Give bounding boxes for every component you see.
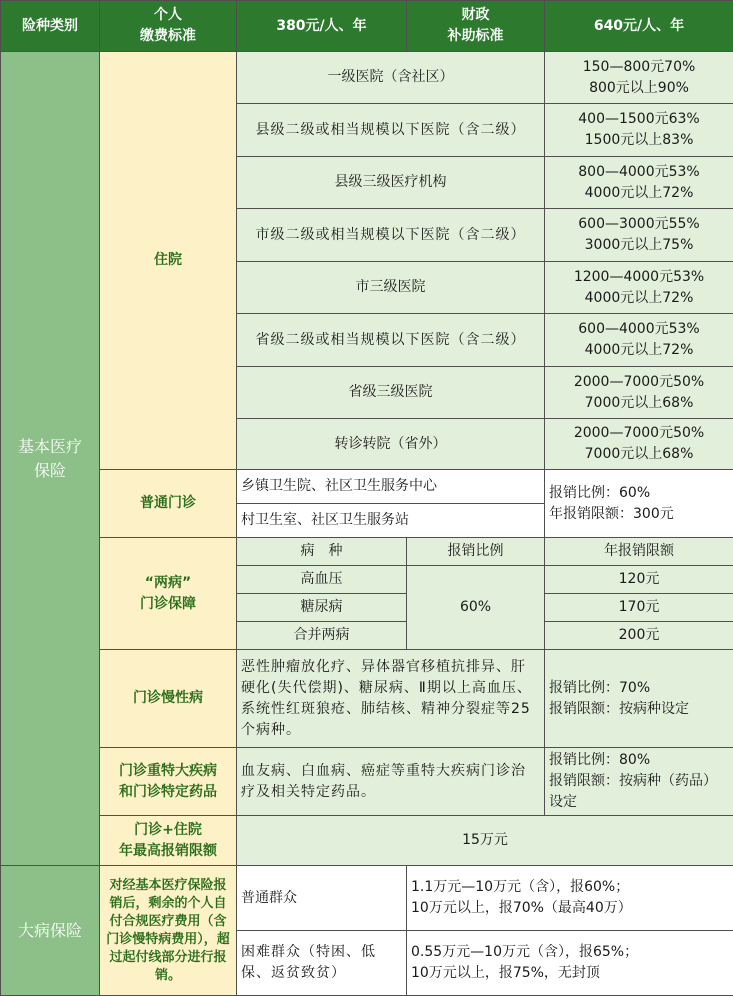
col-limit: 年报销限额 <box>545 538 733 566</box>
disease-name: 糖尿病 <box>237 594 407 622</box>
table-header-row <box>1 1 733 52</box>
table-row <box>1 650 733 748</box>
max-limit-value: 15万元 <box>237 816 733 866</box>
major-disease-rate: 报销比例：80% 报销限额：按病种（药品）设定 <box>545 748 733 816</box>
header-personal-fee-value: 380元/人、年 <box>237 1 407 52</box>
chronic-rate: 报销比例：70% 报销限额：按病种设定 <box>545 650 733 748</box>
outpatient-rate: 报销比例：60% 年报销限额：300元 <box>545 470 733 538</box>
header-category: 险种类别 <box>1 1 100 52</box>
max-limit-label: 门诊+住院 年最高报销限额 <box>100 816 237 866</box>
reimbursement-rate: 600—3000元55% 3000元以上75% <box>545 209 733 262</box>
hospital-level: 县级二级或相当规模以下医院（含二级） <box>237 104 545 157</box>
table-row <box>1 816 733 866</box>
table-row <box>1 538 733 566</box>
disease-limit: 120元 <box>545 566 733 594</box>
col-disease: 病 种 <box>237 538 407 566</box>
basic-insurance-label: 基本医疗 保险 <box>1 52 100 866</box>
chronic-label: 门诊慢性病 <box>100 650 237 748</box>
reimbursement-rate: 1200—4000元53% 4000元以上72% <box>545 262 733 314</box>
hospital-level: 市级二级或相当规模以下医院（含二级） <box>237 209 545 262</box>
hospital-level: 一级医院（含社区） <box>237 52 545 104</box>
general-public-rate: 1.1万元—10万元（含），报60%； 10万元以上，报70%（最高40万） <box>407 866 733 931</box>
header-subsidy: 财政 补助标准 <box>407 1 545 52</box>
disease-name: 高血压 <box>237 566 407 594</box>
general-public-label: 普通群众 <box>237 866 407 931</box>
two-diseases-label: “两病” 门诊保障 <box>100 538 237 650</box>
major-disease-description: 血友病、白血病、癌症等重特大疾病门诊治疗及相关特定药品。 <box>237 748 545 816</box>
reimbursement-rate: 400—1500元63% 1500元以上83% <box>545 104 733 157</box>
header-personal-fee: 个人 缴费标准 <box>100 1 237 52</box>
header-subsidy-value: 640元/人、年 <box>545 1 733 52</box>
hospital-level: 县级三级医疗机构 <box>237 157 545 209</box>
reimbursement-rate: 150—800元70% 800元以上90% <box>545 52 733 104</box>
critical-note: 对经基本医疗保险报销后，剩余的个人自付合规医疗费用（含门诊慢特病费用），超过起付线部分进行报销。 <box>100 866 237 996</box>
table-row <box>1 52 733 104</box>
major-disease-label: 门诊重特大疾病 和门诊特定药品 <box>100 748 237 816</box>
critical-insurance-label: 大病保险 <box>1 866 100 996</box>
col-rate: 报销比例 <box>407 538 545 566</box>
reimbursement-rate: 600—4000元53% 4000元以上72% <box>545 314 733 367</box>
inpatient-label: 住院 <box>100 52 237 470</box>
hospital-level: 省级二级或相当规模以下医院（含二级） <box>237 314 545 367</box>
poor-people-label: 困难群众（特困、低保、返贫致贫） <box>237 931 407 996</box>
outpatient-label: 普通门诊 <box>100 470 237 538</box>
reimbursement-rate: 2000—7000元50% 7000元以上68% <box>545 419 733 470</box>
two-diseases-rate: 60% <box>407 566 545 650</box>
reimbursement-rate: 800—4000元53% 4000元以上72% <box>545 157 733 209</box>
hospital-level: 市三级医院 <box>237 262 545 314</box>
disease-limit: 200元 <box>545 622 733 650</box>
disease-limit: 170元 <box>545 594 733 622</box>
disease-name: 合并两病 <box>237 622 407 650</box>
table-row <box>1 748 733 816</box>
poor-people-rate: 0.55万元—10万元（含），报65%； 10万元以上，报75%，无封顶 <box>407 931 733 996</box>
outpatient-place: 乡镇卫生院、社区卫生服务中心 <box>237 470 545 504</box>
hospital-level: 转诊转院（省外） <box>237 419 545 470</box>
chronic-description: 恶性肿瘤放化疗、异体器官移植抗排异、肝硬化(失代偿期)、糖尿病、Ⅱ期以上高血压、系统性红斑狼疮、肺结核、精神分裂症等25个病种。 <box>237 650 545 748</box>
table-row <box>1 470 733 504</box>
outpatient-place: 村卫生室、社区卫生服务站 <box>237 504 545 538</box>
table-row <box>1 866 733 931</box>
reimbursement-rate: 2000—7000元50% 7000元以上68% <box>545 367 733 419</box>
hospital-level: 省级三级医院 <box>237 367 545 419</box>
